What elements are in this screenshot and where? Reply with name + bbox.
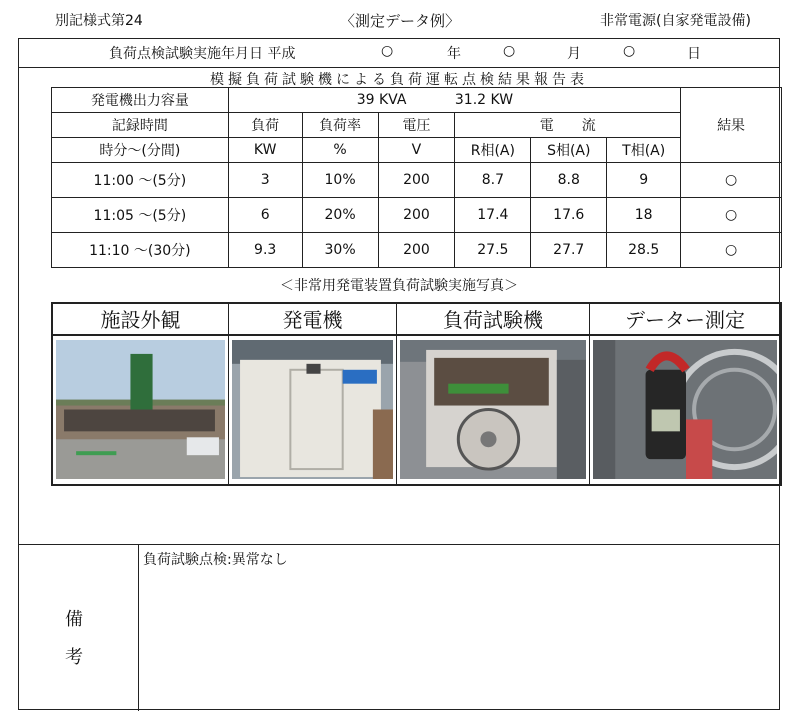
unit-s-phase: S相(A): [531, 138, 607, 163]
row-t-current: 9: [607, 163, 681, 198]
row-t-current: 18: [607, 198, 681, 233]
row-s-current: 27.7: [531, 233, 607, 268]
capacity-label: 発電機出力容量: [52, 88, 229, 113]
table-row: [52, 233, 782, 268]
row-rate: 10%: [302, 163, 378, 198]
load-tester-photo: [400, 340, 586, 479]
date-label: 負荷点検試験実施年月日 平成: [109, 46, 296, 62]
row-time: 11:00 ～(5分): [52, 163, 229, 198]
remarks-text: 負荷試験点検:異常なし: [143, 552, 288, 568]
capacity-kva: 39 KVA: [356, 92, 407, 108]
row-result: ○: [681, 233, 782, 268]
form-number: 別記様式第24: [55, 13, 143, 29]
day-unit: 日: [687, 46, 701, 62]
table-row: [52, 163, 782, 198]
header-time: 記録時間: [52, 113, 229, 138]
photo-title: 負荷試験機: [397, 304, 589, 336]
remarks-label-1: 備: [65, 609, 83, 630]
remarks-label: [19, 545, 139, 711]
header-voltage: 電圧: [378, 113, 455, 138]
photo-facility: [53, 304, 229, 484]
month-mark: ○: [503, 43, 516, 59]
header-rate: 負荷率: [302, 113, 378, 138]
capacity-kw: 31.2 KW: [454, 92, 514, 108]
document-type: 非常電源(自家発電設備): [600, 13, 751, 29]
facility-exterior-photo: [56, 340, 225, 479]
row-r-current: 17.4: [455, 198, 531, 233]
row-load: 3: [228, 163, 302, 198]
row-load: 9.3: [228, 233, 302, 268]
photo-title: データー測定: [590, 304, 780, 336]
unit-voltage: V: [378, 138, 455, 163]
row-s-current: 17.6: [531, 198, 607, 233]
results-table: [51, 87, 782, 268]
unit-time: 時分～(分間): [52, 138, 229, 163]
generator-photo: [232, 340, 393, 479]
row-t-current: 28.5: [607, 233, 681, 268]
row-time: 11:05 ～(5分): [52, 198, 229, 233]
divider: [19, 67, 779, 68]
header-current: 電 流: [455, 113, 681, 138]
header-load: 負荷: [228, 113, 302, 138]
row-r-current: 27.5: [455, 233, 531, 268]
photo-section-title: ＜非常用発電装置負荷試験実施写真＞: [280, 278, 518, 294]
remarks-section: [19, 544, 779, 711]
unit-r-phase: R相(A): [455, 138, 531, 163]
row-voltage: 200: [378, 163, 455, 198]
row-rate: 20%: [302, 198, 378, 233]
month-unit: 月: [567, 46, 581, 62]
capacity-values: [228, 88, 680, 113]
row-result: ○: [681, 163, 782, 198]
row-load: 6: [228, 198, 302, 233]
document-title: 〈測定データ例〉: [340, 12, 461, 30]
row-r-current: 8.7: [455, 163, 531, 198]
row-result: ○: [681, 198, 782, 233]
photo-load-tester: [397, 304, 590, 484]
photo-title: 施設外観: [53, 304, 228, 336]
row-rate: 30%: [302, 233, 378, 268]
measurement-photo: [593, 340, 777, 479]
row-s-current: 8.8: [531, 163, 607, 198]
year-mark: ○: [381, 43, 394, 59]
row-voltage: 200: [378, 233, 455, 268]
row-time: 11:10 ～(30分): [52, 233, 229, 268]
photo-measurement: [590, 304, 780, 484]
photo-title: 発電機: [229, 304, 396, 336]
photo-panel: [51, 302, 782, 486]
row-voltage: 200: [378, 198, 455, 233]
unit-rate: %: [302, 138, 378, 163]
report-title: 模擬負荷試験機による負荷運転点検結果報告表: [210, 72, 588, 88]
day-mark: ○: [623, 43, 636, 59]
unit-t-phase: T相(A): [607, 138, 681, 163]
photo-generator: [229, 304, 397, 484]
year-unit: 年: [447, 46, 461, 62]
table-row: [52, 198, 782, 233]
result-header: 結果: [681, 88, 782, 163]
remarks-label-2: 考: [65, 647, 83, 668]
unit-load: KW: [228, 138, 302, 163]
